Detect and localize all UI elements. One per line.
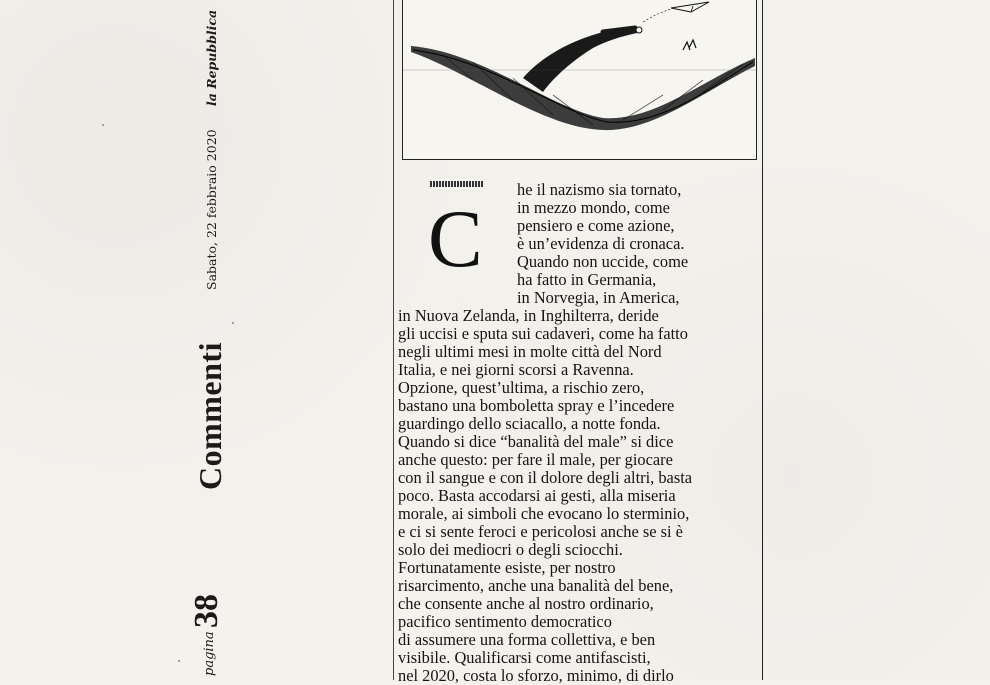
article-line: Quando si dice “banalità del male” si dice (398, 432, 674, 451)
cartoon-illustration (402, 0, 757, 160)
article-line: con il sangue e con il dolore degli altri, basta (398, 468, 693, 487)
issue-date: Sabato, 22 febbraio 2020 (204, 129, 219, 290)
article-line: in Nuova Zelanda, in Inghilterra, deride (398, 306, 659, 325)
article-line: risarcimento, anche una banalità del bene, (398, 576, 674, 595)
article-line: solo dei mediocri o degli sciocchi. (398, 540, 623, 559)
paper-speck (178, 660, 180, 662)
article-line: nel 2020, costa lo sforzo, minimo, di dirlo (398, 666, 674, 685)
page-number: 38 (188, 594, 225, 628)
article-line: Opzione, quest’ultima, a rischio zero, (398, 378, 645, 397)
article-line: visibile. Qualificarsi come antifascisti, (398, 648, 651, 667)
decorative-rule (430, 181, 484, 187)
article-line: è un’evidenza di cronaca. (517, 234, 685, 253)
article-line: di assumere una forma collettiva, e ben (398, 630, 656, 649)
article-intro-lines (517, 181, 688, 307)
newspaper-brand: la Repubblica (204, 9, 219, 106)
article-line: e ci si sente feroci e pericolosi anche se si è (398, 522, 683, 541)
article-line: gli uccisi e sputa sui cadaveri, come ha fatto (398, 324, 688, 343)
page-label: pagina (202, 631, 217, 676)
article-line: in mezzo mondo, come (517, 198, 670, 217)
section-title: Commenti (192, 342, 228, 490)
article-line: che consente anche al nostro ordinario, (398, 594, 654, 613)
article-line: Quando non uccide, come (517, 252, 689, 271)
article-line: pacifico sentimento democratico (398, 612, 612, 631)
article-line: poco. Basta accodarsi ai gesti, alla miseria (398, 486, 676, 505)
article-line: negli ultimi mesi in molte città del Nord (398, 342, 662, 361)
paper-speck (102, 124, 104, 126)
article-dropcap: C (428, 193, 483, 284)
article-line: in Norvegia, in America, (517, 288, 680, 307)
paper-speck (232, 322, 234, 324)
article-body-lines (398, 307, 692, 685)
article-line: anche questo: per fare il male, per giocare (398, 450, 673, 469)
article-line: guardingo dello sciacallo, a notte fonda. (398, 414, 661, 433)
article-line: he il nazismo sia tornato, (517, 180, 682, 199)
article-line: Italia, e nei giorni scorsi a Ravenna. (398, 360, 634, 379)
article-line: morale, ai simboli che evocano lo sterminio, (398, 504, 690, 523)
article-line: ha fatto in Germania, (517, 270, 657, 289)
article-line: bastano una bomboletta spray e l’incedere (398, 396, 675, 415)
hammock-figure-paper-plane-illustration (403, 0, 758, 160)
article-line: pensiero e come azione, (517, 216, 675, 235)
article-line: Fortunatamente esiste, per nostro (398, 558, 616, 577)
